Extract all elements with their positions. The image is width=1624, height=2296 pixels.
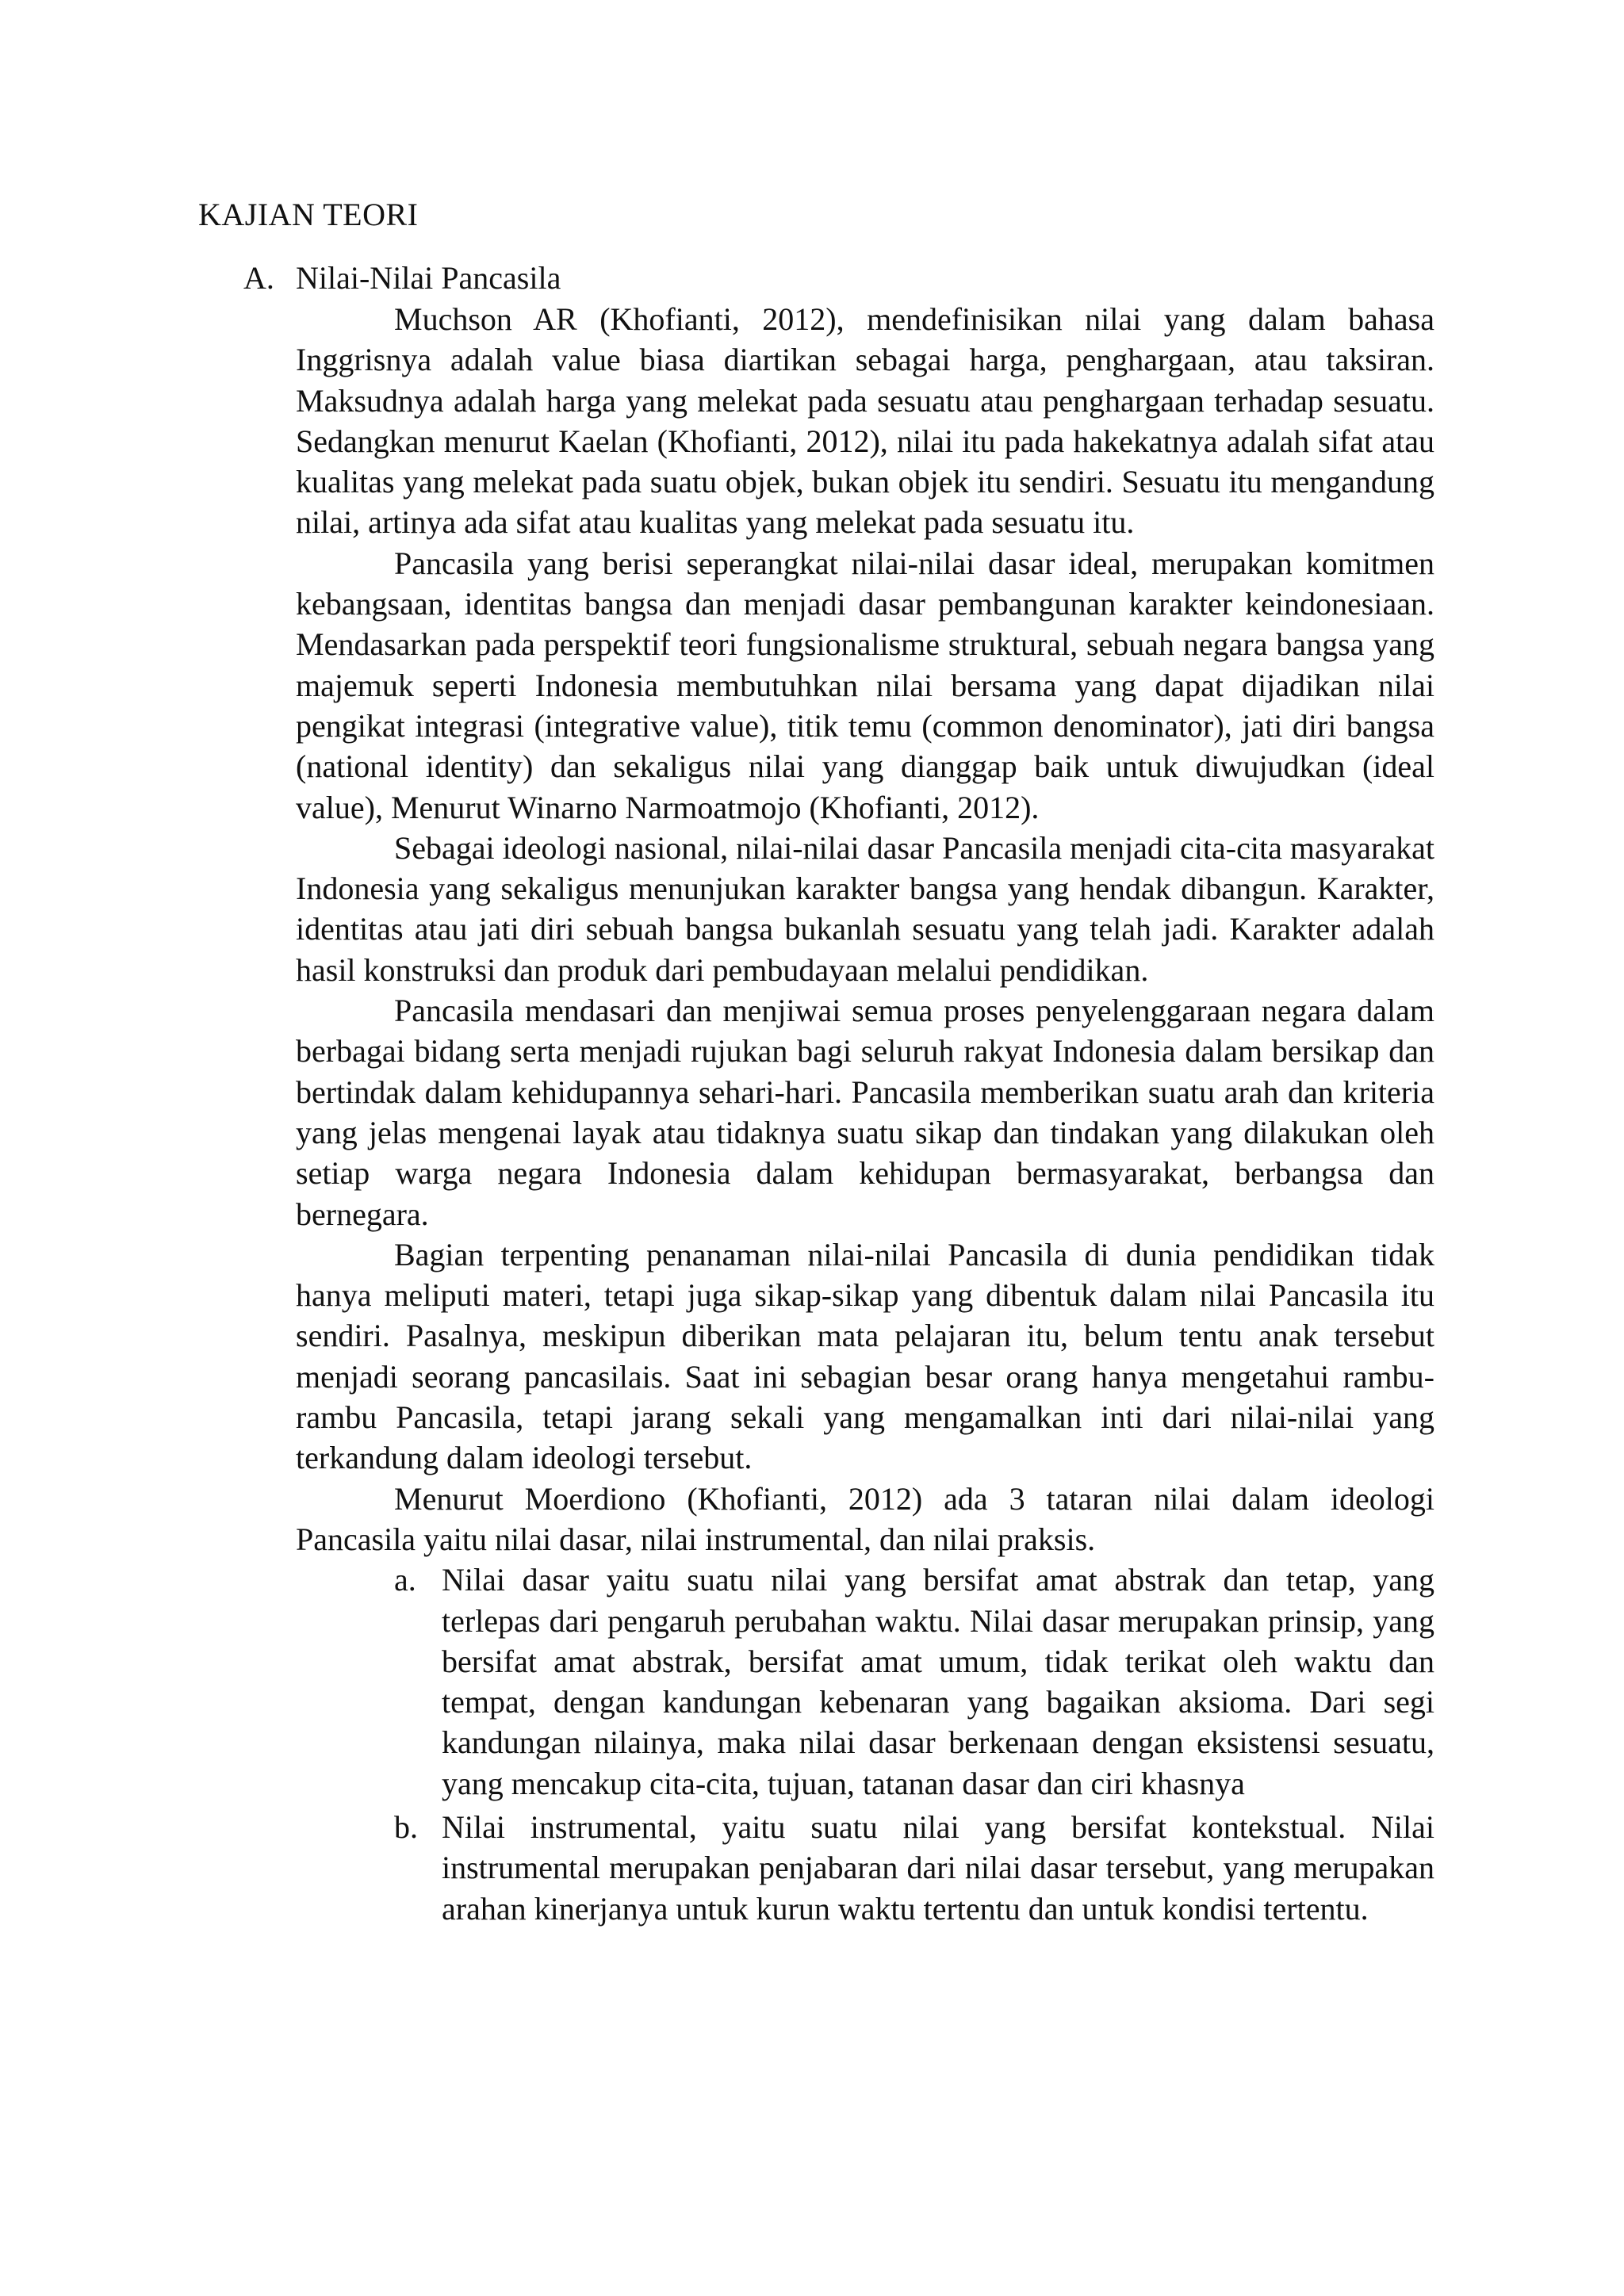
list-item xyxy=(394,1559,1434,1804)
nilai-levels-list xyxy=(394,1559,1434,1929)
list-item-text: Nilai dasar yaitu suatu nilai yang bersifat amat abstrak dan tetap, yang terlepas dari pengaruh perubahan waktu. Nilai dasar merupakan prinsip, yang bersifat amat abstrak, bersifat amat umum, tidak terikat oleh waktu dan tempat, dengan kandungan kebenaran yang bagaikan aksioma. Dari segi kandungan nilainya, maka nilai dasar berkenaan dengan eksistensi sesuatu, yang mencakup cita-cita, tujuan, tatanan dasar dan ciri khasnya xyxy=(442,1562,1434,1801)
list-item xyxy=(394,1807,1434,1929)
paragraph: Menurut Moerdiono (Khofianti, 2012) ada 3 tataran nilai dalam ideologi Pancasila yaitu nilai dasar, nilai instrumental, dan nilai praksis. xyxy=(296,1480,1434,1557)
list-item-text: Nilai instrumental, yaitu suatu nilai yang bersifat kontekstual. Nilai instrumental merupakan penjabaran dari nilai dasar tersebut, yang merupakan arahan kinerjanya untuk kurun waktu tertentu dan untuk kondisi tertentu. xyxy=(442,1808,1434,1927)
paragraph: Pancasila mendasari dan menjiwai semua proses penyelenggaraan negara dalam berbagai bidang serta menjadi rujukan bagi seluruh rakyat Indonesia dalam bersikap dan bertindak dalam kehidupannya sehari-hari. Pancasila memberikan suatu arah dan kriteria yang jelas mengenai layak atau tidaknya suatu sikap dan tindakan yang dilakukan oleh setiap warga negara Indonesia dalam kehidupan bermasyarakat, berbangsa dan bernegara. xyxy=(296,993,1434,1232)
section-body xyxy=(296,299,1434,1929)
paragraph: Pancasila yang berisi seperangkat nilai-nilai dasar ideal, merupakan komitmen kebangsaan, identitas bangsa dan menjadi dasar pembangunan karakter keindonesiaan. Mendasarkan pada perspektif teori fungsionalisme struktural, sebuah negara bangsa yang majemuk seperti Indonesia membutuhkan nilai bersama yang dapat dijadikan nilai pengikat integrasi (integrative value), titik temu (common denominator), jati diri bangsa (national identity) dan sekaligus nilai yang dianggap baik untuk diwujudkan (ideal value), Menurut Winarno Narmoatmojo (Khofianti, 2012). xyxy=(296,545,1434,825)
section-title-text: Nilai-Nilai Pancasila xyxy=(296,260,561,296)
paragraph: Muchson AR (Khofianti, 2012), mendefinisikan nilai yang dalam bahasa Inggrisnya adalah value biasa diartikan sebagai harga, penghargaan, atau taksiran. Maksudnya adalah harga yang melekat pada sesuatu atau penghargaan terhadap sesuatu. Sedangkan menurut Kaelan (Khofianti, 2012), nilai itu pada hakekatnya adalah sifat atau kualitas yang melekat pada suatu objek, bukan objek itu sendiri. Sesuatu itu mengandung nilai, artinya ada sifat atau kualitas yang melekat pada sesuatu itu. xyxy=(296,301,1434,541)
list-marker: a. xyxy=(394,1562,416,1598)
section-title xyxy=(243,258,1434,299)
section-number: A. xyxy=(243,260,274,296)
section-nilai-pancasila xyxy=(243,258,1434,1929)
chapter-heading: KAJIAN TEORI xyxy=(198,197,419,232)
paragraph: Sebagai ideologi nasional, nilai-nilai dasar Pancasila menjadi cita-cita masyarakat Indonesia yang sekaligus menunjukan karakter bangsa yang hendak dibangun. Karakter, identitas atau jati diri sebuah bangsa bukanlah sesuatu yang telah jadi. Karakter adalah hasil konstruksi dan produk dari pembudayaan melalui pendidikan. xyxy=(296,829,1434,988)
paragraph: Bagian terpenting penanaman nilai-nilai Pancasila di dunia pendidikan tidak hanya meliputi materi, tetapi juga sikap-sikap yang dibentuk dalam nilai Pancasila itu sendiri. Pasalnya, meskipun diberikan mata pelajaran itu, belum tentu anak tersebut menjadi seorang pancasilais. Saat ini sebagian besar orang hanya mengetahui rambu-rambu Pancasila, tetapi jarang sekali yang mengamalkan inti dari nilai-nilai yang terkandung dalam ideologi tersebut. xyxy=(296,1236,1434,1476)
list-marker: b. xyxy=(394,1808,418,1845)
